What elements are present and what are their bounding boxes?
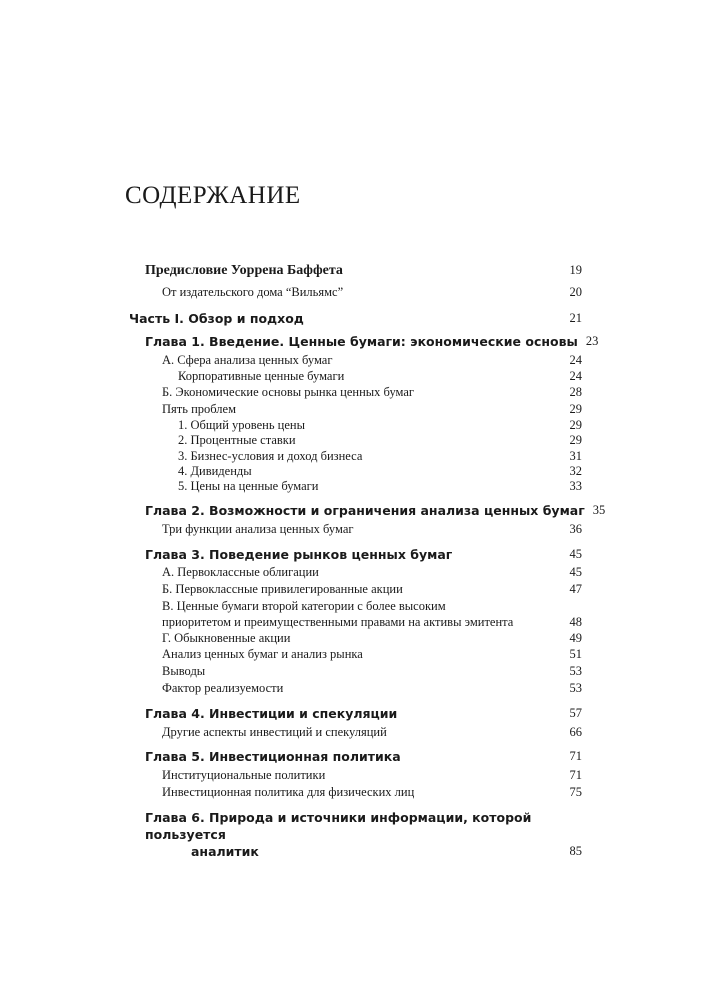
toc-entry-page: 24 (569, 369, 582, 383)
toc-entry-label: А. Первоклассные облигации (162, 565, 319, 579)
toc-entry[interactable] (162, 353, 582, 368)
page-title: СОДЕРЖАНИЕ (125, 182, 301, 209)
toc-entry[interactable] (162, 402, 582, 417)
toc-entry-chapter-4[interactable] (145, 706, 582, 721)
toc-entry[interactable] (178, 369, 582, 384)
toc-entry-label: Глава 2. Возможности и ограничения анализа ценных бумаг (145, 503, 585, 518)
toc-entry-label: Предисловие Уоррена Баффета (145, 263, 343, 278)
toc-entry-part-1[interactable] (129, 311, 582, 326)
toc-entry-page: 47 (569, 582, 582, 596)
toc-entry-label: Глава 3. Поведение рынков ценных бумаг (145, 547, 453, 562)
toc-entry-chapter-6[interactable] (145, 809, 582, 860)
toc-entry-page: 85 (569, 844, 582, 858)
toc-entry[interactable] (178, 433, 582, 448)
toc-entry[interactable] (162, 631, 582, 646)
toc-entry-page: 75 (569, 785, 582, 799)
toc-entry[interactable] (162, 681, 582, 696)
toc-entry-page: 45 (569, 547, 582, 561)
toc-entry-page: 71 (569, 749, 582, 763)
toc-entry-label: 1. Общий уровень цены (178, 418, 305, 432)
toc-entry-label: Другие аспекты инвестиций и спекуляций (162, 725, 387, 739)
toc-entry-chapter-3[interactable] (145, 547, 582, 562)
toc-entry-chapter-2[interactable] (145, 503, 606, 518)
toc-entry-label: Б. Первоклассные привилегированные акции (162, 582, 403, 596)
toc-entry-page: 49 (569, 631, 582, 645)
toc-entry-label: От издательского дома “Вильямс” (162, 285, 344, 299)
toc-entry-page: 21 (569, 311, 582, 325)
toc-entry-multiline[interactable] (162, 599, 582, 630)
toc-entry-chapter-1[interactable] (145, 334, 599, 349)
toc-entry-label: Корпоративные ценные бумаги (178, 369, 345, 383)
toc-entry-page: 32 (569, 464, 582, 478)
toc-entry-label: Выводы (162, 664, 206, 678)
toc-entry-chapter-5[interactable] (145, 749, 582, 764)
toc-entry[interactable] (178, 479, 582, 494)
toc-entry-page: 45 (569, 565, 582, 579)
toc-entry[interactable] (178, 464, 582, 479)
toc-entry-page: 57 (569, 706, 582, 720)
toc-entry-page: 20 (569, 285, 582, 299)
toc-entry-publisher-note[interactable] (162, 285, 582, 300)
toc-entry-page: 31 (569, 449, 582, 463)
toc-entry-label: Пять проблем (162, 402, 236, 416)
toc-entry-label-line-2: приоритетом и преимущественными правами на активы эмитента (162, 614, 514, 629)
toc-entry-label: Институциональные политики (162, 768, 326, 782)
toc-entry-page: 29 (569, 402, 582, 416)
toc-entry[interactable] (162, 385, 582, 400)
toc-entry-page: 66 (569, 725, 582, 739)
toc-entry[interactable] (162, 647, 582, 662)
toc-entry-page: 71 (569, 768, 582, 782)
toc-entry-page: 29 (569, 433, 582, 447)
toc-entry-label: Три функции анализа ценных бумаг (162, 522, 354, 536)
toc-entry-label: Фактор реализуемости (162, 681, 284, 695)
toc-entry-label: Глава 5. Инвестиционная политика (145, 749, 401, 764)
toc-entry[interactable] (162, 582, 582, 597)
toc-entry-page: 48 (569, 614, 582, 629)
toc-entry-page: 35 (592, 503, 606, 517)
toc-entry-label-line-1: Глава 6. Природа и источники информации, которой пользуется (145, 810, 532, 842)
toc-entry[interactable] (162, 664, 582, 679)
toc-entry-label: 4. Дивиденды (178, 464, 252, 478)
toc-entry-page: 24 (569, 353, 582, 367)
toc-entry-page: 23 (585, 334, 599, 348)
toc-entry[interactable] (162, 522, 582, 537)
toc-entry-preface[interactable] (145, 263, 582, 278)
toc-entry[interactable] (162, 565, 582, 580)
toc-entry[interactable] (162, 785, 582, 800)
toc-entry-page: 28 (569, 385, 582, 399)
toc-entry-label: Глава 4. Инвестиции и спекуляции (145, 706, 398, 721)
toc-entry-label: А. Сфера анализа ценных бумаг (162, 353, 333, 367)
toc-entry[interactable] (162, 768, 582, 783)
toc-entry-page: 53 (569, 664, 582, 678)
toc-entry[interactable] (178, 449, 582, 464)
toc-entry-label-line-1: В. Ценные бумаги второй категории с более высоким (162, 599, 446, 613)
toc-entry-label-line-2: аналитик (191, 844, 259, 859)
toc-entry-label: Б. Экономические основы рынка ценных бумаг (162, 385, 415, 399)
toc-entry-page: 53 (569, 681, 582, 695)
toc-entry-label: Глава 1. Введение. Ценные бумаги: экономические основы (145, 334, 578, 349)
toc-entry-page: 51 (569, 647, 582, 661)
toc-entry-label: Анализ ценных бумаг и анализ рынка (162, 647, 363, 661)
toc-entry-page: 36 (569, 522, 582, 536)
toc-entry-label: 3. Бизнес-условия и доход бизнеса (178, 449, 363, 463)
toc-entry-label: Часть I. Обзор и подход (129, 311, 304, 326)
toc-entry[interactable] (178, 418, 582, 433)
toc-entry-label: 2. Процентные ставки (178, 433, 296, 447)
toc-entry-label: Г. Обыкновенные акции (162, 631, 291, 645)
toc-entry-page: 19 (569, 263, 582, 277)
toc-entry-page: 33 (569, 479, 582, 493)
toc-entry-page: 29 (569, 418, 582, 432)
toc-entry[interactable] (162, 725, 582, 740)
toc-entry-label: 5. Цены на ценные бумаги (178, 479, 319, 493)
toc-entry-label: Инвестиционная политика для физических лиц (162, 785, 415, 799)
